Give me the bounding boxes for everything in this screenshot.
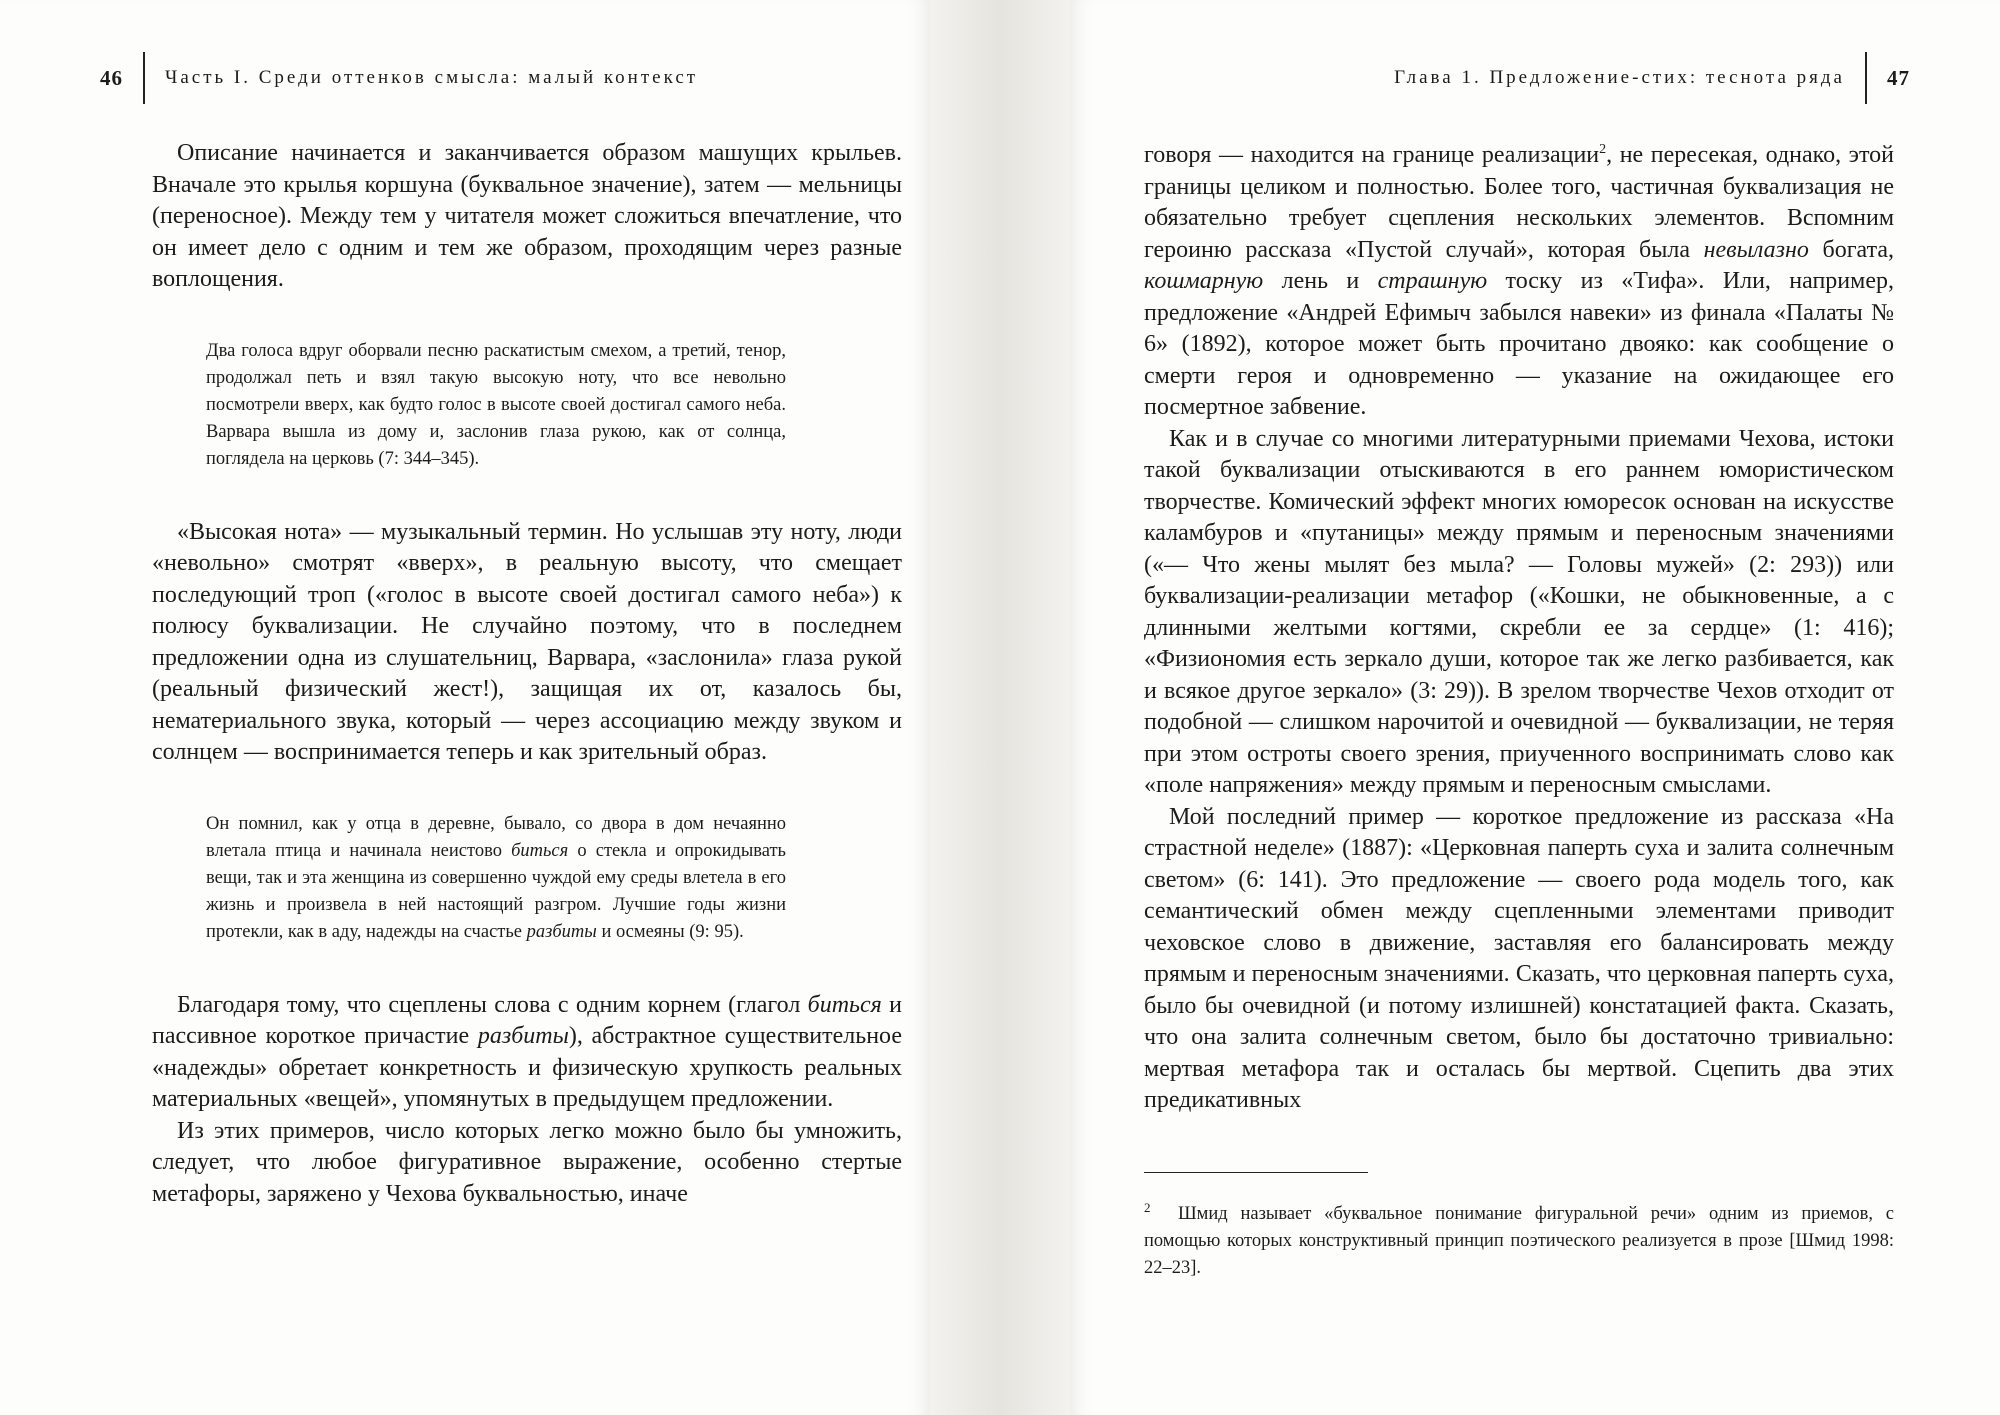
right-running-head: Глава 1. Предложение-стих: теснота ряда	[1394, 67, 1845, 88]
left-quote-2	[206, 811, 786, 946]
right-paragraph-1	[1144, 140, 1894, 424]
left-quote-1: Два голоса вдруг оборвали песню раскатистым смехом, а третий, тенор, продолжал петь и взял такую высокую ноту, что все невольно посмотрели вверх, как будто голос в высоте своей достигал самого неба. Варвара вышла из дому и, заслонив глаза рукою, как от солнца, поглядела на церковь (7: 344–345).	[206, 340, 786, 469]
left-page	[0, 0, 930, 1415]
rp1-text-b: , не пересекая, однако, этой границы целиком и полностью. Более того, частичная буквализация не обязательно требует сцепления нескольких элементов. Вспомним героиню рассказа «Пустой случай», которая была	[1144, 142, 1895, 263]
para3-italic-1: биться	[807, 991, 882, 1018]
right-page-header	[1394, 56, 1910, 100]
footnote-text: Шмид называет «буквальное понимание фигуральной речи» одним из приемов, с помощью которых конструктивный принцип поэтического реализуется в прозе [Шмид 1998: 22–23].	[1144, 1204, 1894, 1279]
para3-italic-2: разбиты	[477, 1023, 569, 1049]
rp1-text-c: богата,	[1808, 236, 1894, 263]
left-running-head: Часть I. Среди оттенков смысла: малый контекст	[165, 67, 699, 88]
right-page-number: 47	[1887, 65, 1910, 90]
left-paragraph-3	[152, 990, 902, 1116]
left-page-header	[100, 56, 698, 100]
footnote-mark: 2	[1144, 1200, 1151, 1215]
book-gutter	[930, 0, 1070, 1415]
left-paragraph-2: «Высокая нота» — музыкальный термин. Но услышав эту ноту, люди «невольно» смотрят «вверх», в реальную высоту, что смещает последующий троп («голос в высоте своей достигал самого неба») к полюсу буквализации. Не случайно поэтому, что в последнем предложении одна из слушательниц, Варвара, «заслонила» глаза рукой (реальный физический жест!), защищая их от, казалось бы, нематериального звука, который — через ассоциацию между звуком и солнцем — воспринимается теперь и как зрительный образ.	[152, 518, 902, 765]
right-paragraph-2: Как и в случае со многими литературными приемами Чехова, истоки такой буквализации отыскиваются в его раннем юмористическом творчестве. Комический эффект многих юморесок основан на искусстве каламбуров и «путаницы» между прямым и переносным значениями («— Что жены мылят без мыла? — Головы мужей» (2: 293)) или буквализации-реализации метафор («Кошки, не обыкновенные, а с длинными желтыми когтями, скребли ее за сердце» (1: 416); «Физиономия есть зеркало души, которое так же легко разбивается, как и всякое другое зеркало» (3: 29)). В зрелом творчестве Чехов отходит от подобной — слишком нарочитой и очевидной — буквализации, не теряя при этом остроты своего зрения, приученного воспринимать слово как «поле напряжения» между прямым и переносным смыслами.	[1144, 425, 1894, 798]
right-page-text	[1144, 140, 1894, 1117]
footnote-reference: 2	[1599, 142, 1607, 157]
rp1-text-a: говоря — находится на границе реализации	[1144, 142, 1600, 168]
left-page-number: 46	[100, 65, 123, 90]
rp1-text-d: лень и	[1263, 268, 1378, 294]
rp1-italic-3: страшную	[1377, 268, 1488, 294]
para3-text-a: Благодаря тому, что сцеплены слова с одним корнем (глагол	[177, 991, 808, 1018]
rp1-italic-1: невылазно	[1703, 236, 1809, 263]
header-divider	[1865, 52, 1867, 104]
right-paragraph-3: Мой последний пример — короткое предложение из рассказа «На страстной неделе» (1887): «Церковная паперть суха и залита солнечным светом» (6: 141). Это предложение — своего рода модель того, как семантический обмен между сцепленными элементами приводит чеховское слово в движение, заставляя его балансировать между прямым и переносным значениями. Сказать, что церковная паперть суха, было бы очевидной (и потому излишней) констатацией факта. Сказать, что она залита солнечным светом, было бы достаточно тривиально: мертвая метафора так и осталась бы мертвой. Сцепить два этих предикативных	[1144, 803, 1894, 1113]
footnote	[1144, 1194, 1894, 1282]
para3-text-b: и пассивное короткое причастие	[152, 991, 902, 1049]
quote2-italic-1: биться	[511, 840, 569, 861]
header-divider	[143, 52, 145, 104]
right-page	[1070, 0, 2000, 1415]
left-page-text	[152, 138, 902, 1210]
quote2-italic-2: разбиты	[526, 921, 597, 942]
rp1-italic-2: кошмарную	[1144, 268, 1264, 294]
left-paragraph-1: Описание начинается и заканчивается образом машущих крыльев. Вначале это крылья коршуна (буквальное значение), затем — мельницы (переносное). Между тем у читателя может сложиться впечатление, что он имеет дело с одним и тем же образом, проходящим через разные воплощения.	[152, 140, 902, 292]
left-paragraph-4: Из этих примеров, число которых легко можно было бы умножить, следует, что любое фигуративное выражение, особенно стертые метафоры, заряжено у Чехова буквальностью, иначе	[152, 1117, 902, 1207]
quote2-text-c: и осмеяны (9: 95).	[596, 921, 744, 942]
para3-text-c: ), абстрактное существительное «надежды» обретает конкретность и физическую хрупкость реальных материальных «вещей», упомянутых в предыдущем предложении.	[152, 1023, 902, 1112]
rp1-text-e: тоску из «Тифа». Или, например, предложение «Андрей Ефимыч забылся навеки» из финала «Палаты № 6» (1892), которое может быть прочитано двояко: как сообщение о смерти героя и одновременно — указание на ожидающее его посмертное забвение.	[1144, 268, 1894, 420]
quote2-text-b: о стекла и опрокидывать вещи, так и эта женщина из совершенно чуждой ему среды влетела в его жизнь и произвела в ней настоящий разгром. Лучшие годы жизни протекли, как в аду, надежды на счастье	[206, 840, 786, 942]
footnote-separator	[1144, 1172, 1368, 1173]
quote2-text-a: Он помнил, как у отца в деревне, бывало, со двора в дом нечаянно влетала птица и начинала неистово	[206, 813, 786, 861]
